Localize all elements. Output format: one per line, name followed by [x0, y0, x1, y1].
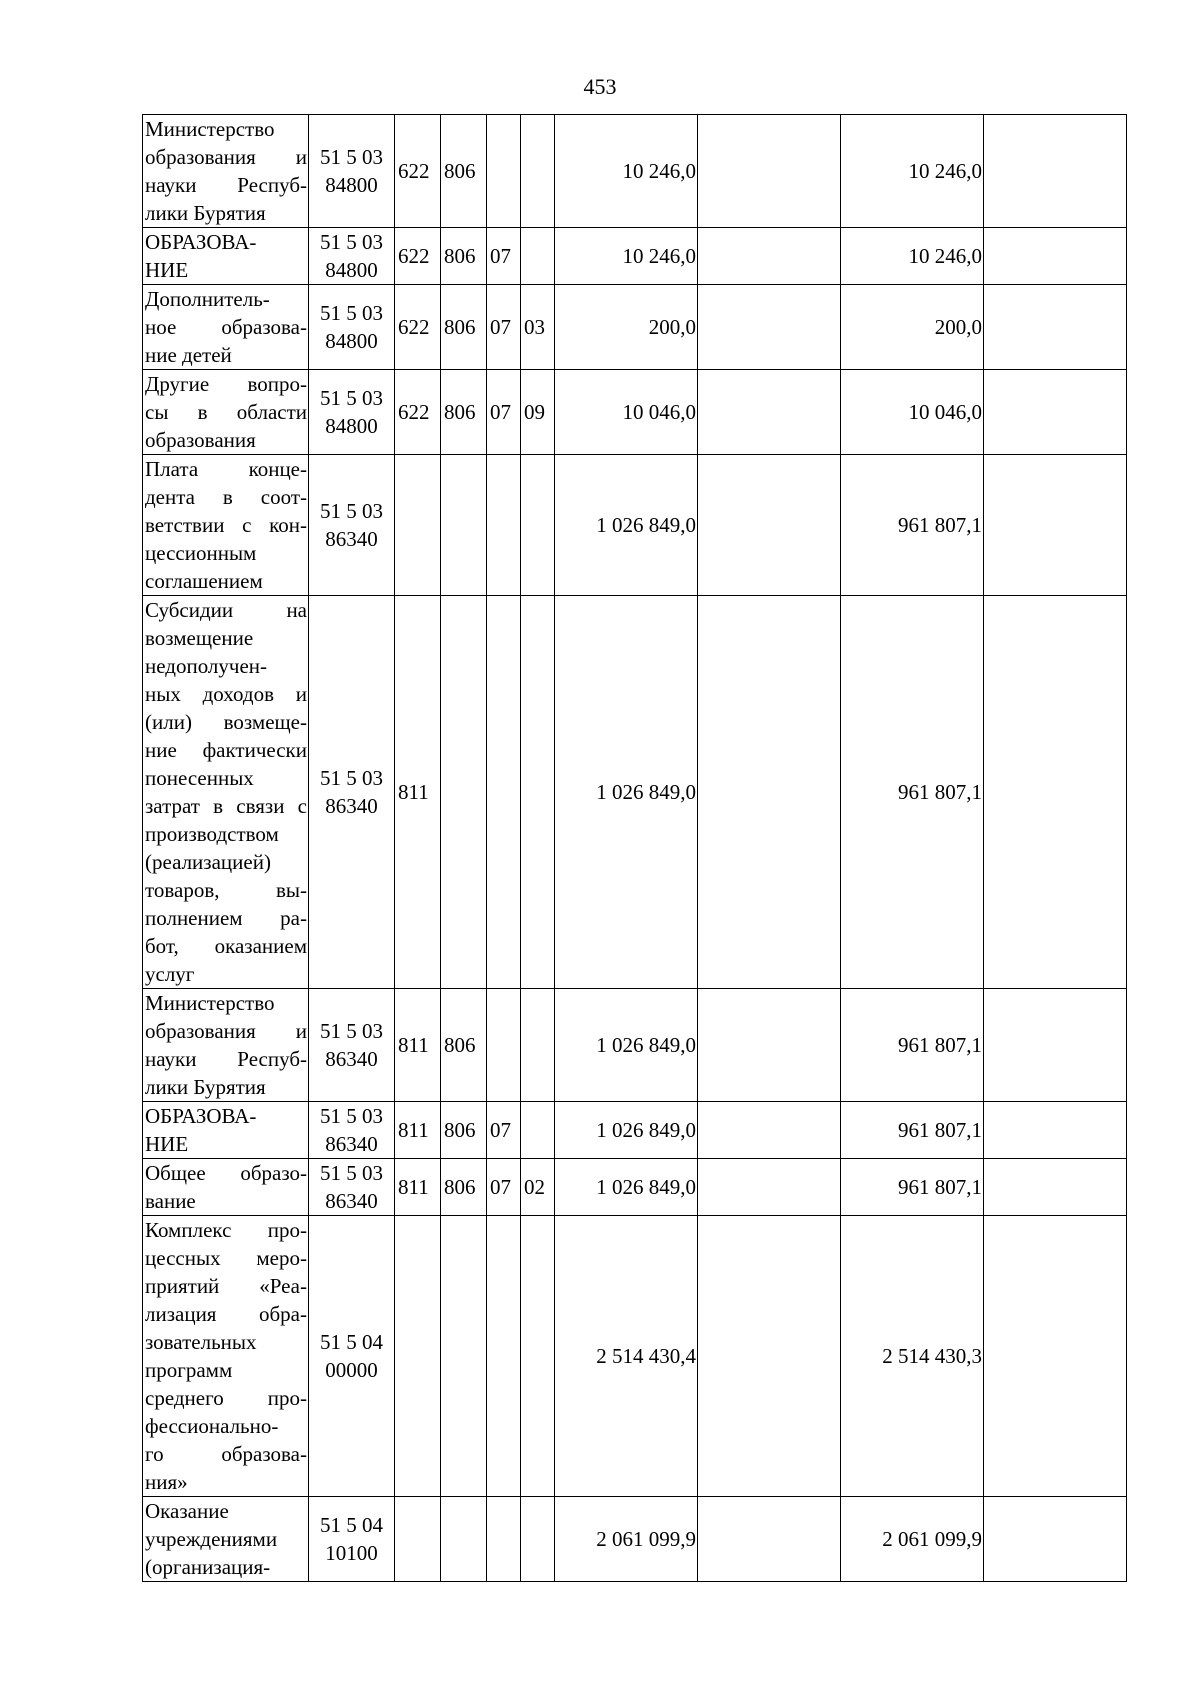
target-code-line: 86340: [325, 794, 378, 818]
subsection-code-cell: 02: [521, 1159, 555, 1216]
target-code-line: 84800: [325, 414, 378, 438]
row-name-cell: [143, 285, 309, 370]
amount-1-cell: 200,0: [555, 285, 698, 370]
section-code-cell: 07: [487, 228, 521, 285]
row-name-cell: [143, 370, 309, 455]
target-code-cell: [309, 1102, 395, 1159]
section-code-cell: 07: [487, 370, 521, 455]
ministry-code-cell: 806: [441, 1159, 487, 1216]
row-name-line: Другие вопро-: [145, 372, 307, 396]
table-row: [143, 989, 1127, 1102]
row-name-line: недополучен-: [145, 654, 268, 678]
target-code-line: 86340: [325, 1132, 378, 1156]
expense-type-cell: 622: [395, 285, 441, 370]
table-row: [143, 1102, 1127, 1159]
row-name-line: Субсидии на: [145, 598, 307, 622]
target-code-cell: [309, 989, 395, 1102]
subsection-code-cell: [521, 1216, 555, 1497]
amount-1-cell: 2 514 430,4: [555, 1216, 698, 1497]
ministry-code-cell: 806: [441, 1102, 487, 1159]
row-name-line: ОБРАЗОВА-: [145, 230, 257, 254]
amount-3-cell: 10 246,0: [841, 228, 984, 285]
amount-3-cell: 10 246,0: [841, 115, 984, 228]
amount-2-cell: [698, 370, 841, 455]
amount-1-cell: 1 026 849,0: [555, 1159, 698, 1216]
row-name-cell: [143, 989, 309, 1102]
target-code-line: 86340: [325, 527, 378, 551]
amount-4-cell: [984, 285, 1127, 370]
table-row: [143, 228, 1127, 285]
target-code-line: 84800: [325, 258, 378, 282]
section-code-cell: 07: [487, 1159, 521, 1216]
row-name-line: производством: [145, 822, 279, 846]
section-code-cell: [487, 115, 521, 228]
amount-2-cell: [698, 1159, 841, 1216]
target-code-line: 51 5 04: [320, 1513, 383, 1537]
target-code-line: 51 5 03: [320, 1104, 383, 1128]
target-code-line: 10100: [325, 1541, 378, 1565]
row-name-line: (организация-: [145, 1555, 271, 1579]
row-name-line: затрат в связи с: [145, 794, 307, 818]
row-name-line: ния»: [145, 1470, 188, 1494]
row-name-line: лики Бурятия: [145, 1075, 266, 1099]
row-name-line: соглашением: [145, 569, 263, 593]
amount-2-cell: [698, 455, 841, 596]
ministry-code-cell: 806: [441, 228, 487, 285]
row-name-cell: [143, 228, 309, 285]
row-name-line: Министерство: [145, 117, 275, 141]
amount-4-cell: [984, 1216, 1127, 1497]
target-code-line: 51 5 03: [320, 386, 383, 410]
expense-type-cell: [395, 455, 441, 596]
amount-4-cell: [984, 1497, 1127, 1582]
target-code-line: 51 5 04: [320, 1330, 383, 1354]
row-name-line: (реализацией): [145, 850, 271, 874]
amount-3-cell: 2 061 099,9: [841, 1497, 984, 1582]
row-name-line: зовательных: [145, 1330, 257, 1354]
row-name-cell: [143, 1102, 309, 1159]
subsection-code-cell: [521, 1102, 555, 1159]
row-name-line: лизация обра-: [145, 1302, 307, 1326]
row-name-line: образования: [145, 428, 256, 452]
row-name-line: вание: [145, 1189, 196, 1213]
target-code-cell: [309, 1216, 395, 1497]
amount-4-cell: [984, 455, 1127, 596]
amount-3-cell: 961 807,1: [841, 1102, 984, 1159]
target-code-line: 51 5 03: [320, 1161, 383, 1185]
row-name-line: ных доходов и: [145, 682, 307, 706]
row-name-cell: [143, 455, 309, 596]
target-code-cell: [309, 455, 395, 596]
row-name-line: НИЕ: [145, 1132, 189, 1156]
table-row: [143, 455, 1127, 596]
ministry-code-cell: 806: [441, 989, 487, 1102]
target-code-line: 00000: [325, 1358, 378, 1382]
row-name-line: приятий «Реа-: [145, 1274, 307, 1298]
amount-4-cell: [984, 228, 1127, 285]
amount-1-cell: 10 046,0: [555, 370, 698, 455]
row-name-line: среднего про-: [145, 1386, 307, 1410]
amount-3-cell: 961 807,1: [841, 455, 984, 596]
row-name-line: ОБРАЗОВА-: [145, 1104, 257, 1128]
amount-4-cell: [984, 1159, 1127, 1216]
expense-type-cell: [395, 1216, 441, 1497]
row-name-line: бот, оказанием: [145, 934, 307, 958]
section-code-cell: [487, 1216, 521, 1497]
table-row: [143, 1216, 1127, 1497]
target-code-cell: [309, 1159, 395, 1216]
row-name-line: сы в области: [145, 400, 307, 424]
amount-3-cell: 961 807,1: [841, 989, 984, 1102]
amount-2-cell: [698, 285, 841, 370]
section-code-cell: [487, 455, 521, 596]
target-code-cell: [309, 370, 395, 455]
expense-type-cell: 622: [395, 115, 441, 228]
subsection-code-cell: [521, 596, 555, 989]
row-name-cell: [143, 115, 309, 228]
amount-4-cell: [984, 596, 1127, 989]
budget-table: [142, 114, 1127, 1582]
target-code-line: 51 5 03: [320, 1019, 383, 1043]
amount-2-cell: [698, 1102, 841, 1159]
row-name-cell: [143, 1216, 309, 1497]
row-name-line: Комплекс про-: [145, 1218, 307, 1242]
row-name-cell: [143, 1497, 309, 1582]
target-code-line: 84800: [325, 329, 378, 353]
amount-3-cell: 10 046,0: [841, 370, 984, 455]
expense-type-cell: 811: [395, 596, 441, 989]
amount-2-cell: [698, 1497, 841, 1582]
row-name-line: ние детей: [145, 343, 232, 367]
target-code-line: 51 5 03: [320, 766, 383, 790]
target-code-line: 51 5 03: [320, 145, 383, 169]
amount-4-cell: [984, 115, 1127, 228]
row-name-line: возмещение: [145, 626, 254, 650]
subsection-code-cell: [521, 115, 555, 228]
amount-1-cell: 1 026 849,0: [555, 455, 698, 596]
subsection-code-cell: 09: [521, 370, 555, 455]
row-name-line: услуг: [145, 962, 195, 986]
amount-4-cell: [984, 370, 1127, 455]
ministry-code-cell: 806: [441, 370, 487, 455]
row-name-cell: [143, 1159, 309, 1216]
ministry-code-cell: [441, 1497, 487, 1582]
row-name-line: Оказание: [145, 1499, 229, 1523]
row-name-line: образования и: [145, 145, 307, 169]
ministry-code-cell: [441, 455, 487, 596]
amount-2-cell: [698, 228, 841, 285]
target-code-cell: [309, 596, 395, 989]
ministry-code-cell: [441, 1216, 487, 1497]
target-code-cell: [309, 228, 395, 285]
expense-type-cell: 811: [395, 1159, 441, 1216]
row-name-line: фессионально-: [145, 1414, 279, 1438]
row-name-line: Дополнитель-: [145, 287, 270, 311]
target-code-line: 51 5 03: [320, 499, 383, 523]
expense-type-cell: [395, 1497, 441, 1582]
amount-1-cell: 1 026 849,0: [555, 596, 698, 989]
amount-3-cell: 961 807,1: [841, 1159, 984, 1216]
target-code-cell: [309, 115, 395, 228]
row-name-line: программ: [145, 1358, 233, 1382]
target-code-line: 51 5 03: [320, 230, 383, 254]
table-row: [143, 596, 1127, 989]
row-name-line: го образова-: [145, 1442, 307, 1466]
subsection-code-cell: [521, 989, 555, 1102]
amount-2-cell: [698, 596, 841, 989]
table-row: [143, 1159, 1127, 1216]
table-row: [143, 370, 1127, 455]
row-name-line: НИЕ: [145, 258, 189, 282]
subsection-code-cell: 03: [521, 285, 555, 370]
section-code-cell: [487, 596, 521, 989]
amount-1-cell: 2 061 099,9: [555, 1497, 698, 1582]
target-code-line: 51 5 03: [320, 301, 383, 325]
expense-type-cell: 811: [395, 1102, 441, 1159]
row-name-line: лики Бурятия: [145, 201, 266, 225]
amount-3-cell: 2 514 430,3: [841, 1216, 984, 1497]
amount-4-cell: [984, 1102, 1127, 1159]
amount-2-cell: [698, 989, 841, 1102]
target-code-line: 84800: [325, 173, 378, 197]
table-row: [143, 115, 1127, 228]
row-name-line: ние фактически: [145, 738, 307, 762]
row-name-line: цессных меро-: [145, 1246, 307, 1270]
table-row: [143, 285, 1127, 370]
target-code-cell: [309, 1497, 395, 1582]
amount-4-cell: [984, 989, 1127, 1102]
section-code-cell: 07: [487, 285, 521, 370]
amount-2-cell: [698, 115, 841, 228]
row-name-line: учреждениями: [145, 1527, 278, 1551]
expense-type-cell: 622: [395, 228, 441, 285]
target-code-cell: [309, 285, 395, 370]
row-name-line: полнением ра-: [145, 906, 307, 930]
amount-1-cell: 1 026 849,0: [555, 1102, 698, 1159]
expense-type-cell: 811: [395, 989, 441, 1102]
row-name-line: товаров, вы-: [145, 878, 307, 902]
row-name-line: науки Респуб-: [145, 173, 307, 197]
subsection-code-cell: [521, 1497, 555, 1582]
row-name-line: понесенных: [145, 766, 254, 790]
subsection-code-cell: [521, 455, 555, 596]
ministry-code-cell: [441, 596, 487, 989]
row-name-line: образования и: [145, 1019, 307, 1043]
amount-3-cell: 200,0: [841, 285, 984, 370]
row-name-line: (или) возмеще-: [145, 710, 307, 734]
subsection-code-cell: [521, 228, 555, 285]
target-code-line: 86340: [325, 1047, 378, 1071]
expense-type-cell: 622: [395, 370, 441, 455]
amount-1-cell: 10 246,0: [555, 115, 698, 228]
row-name-line: Плата конце-: [145, 457, 307, 481]
amount-1-cell: 1 026 849,0: [555, 989, 698, 1102]
table-row: [143, 1497, 1127, 1582]
ministry-code-cell: 806: [441, 115, 487, 228]
section-code-cell: [487, 1497, 521, 1582]
amount-1-cell: 10 246,0: [555, 228, 698, 285]
amount-2-cell: [698, 1216, 841, 1497]
row-name-line: цессионным: [145, 541, 257, 565]
row-name-line: науки Респуб-: [145, 1047, 307, 1071]
row-name-line: дента в соот-: [145, 485, 307, 509]
row-name-line: ветствии с кон-: [145, 513, 307, 537]
page-number: 453: [583, 74, 617, 99]
row-name-line: ное образова-: [145, 315, 307, 339]
section-code-cell: 07: [487, 1102, 521, 1159]
ministry-code-cell: 806: [441, 285, 487, 370]
row-name-cell: [143, 596, 309, 989]
row-name-line: Общее образо-: [145, 1161, 307, 1185]
amount-3-cell: 961 807,1: [841, 596, 984, 989]
row-name-line: Министерство: [145, 991, 275, 1015]
target-code-line: 86340: [325, 1189, 378, 1213]
section-code-cell: [487, 989, 521, 1102]
